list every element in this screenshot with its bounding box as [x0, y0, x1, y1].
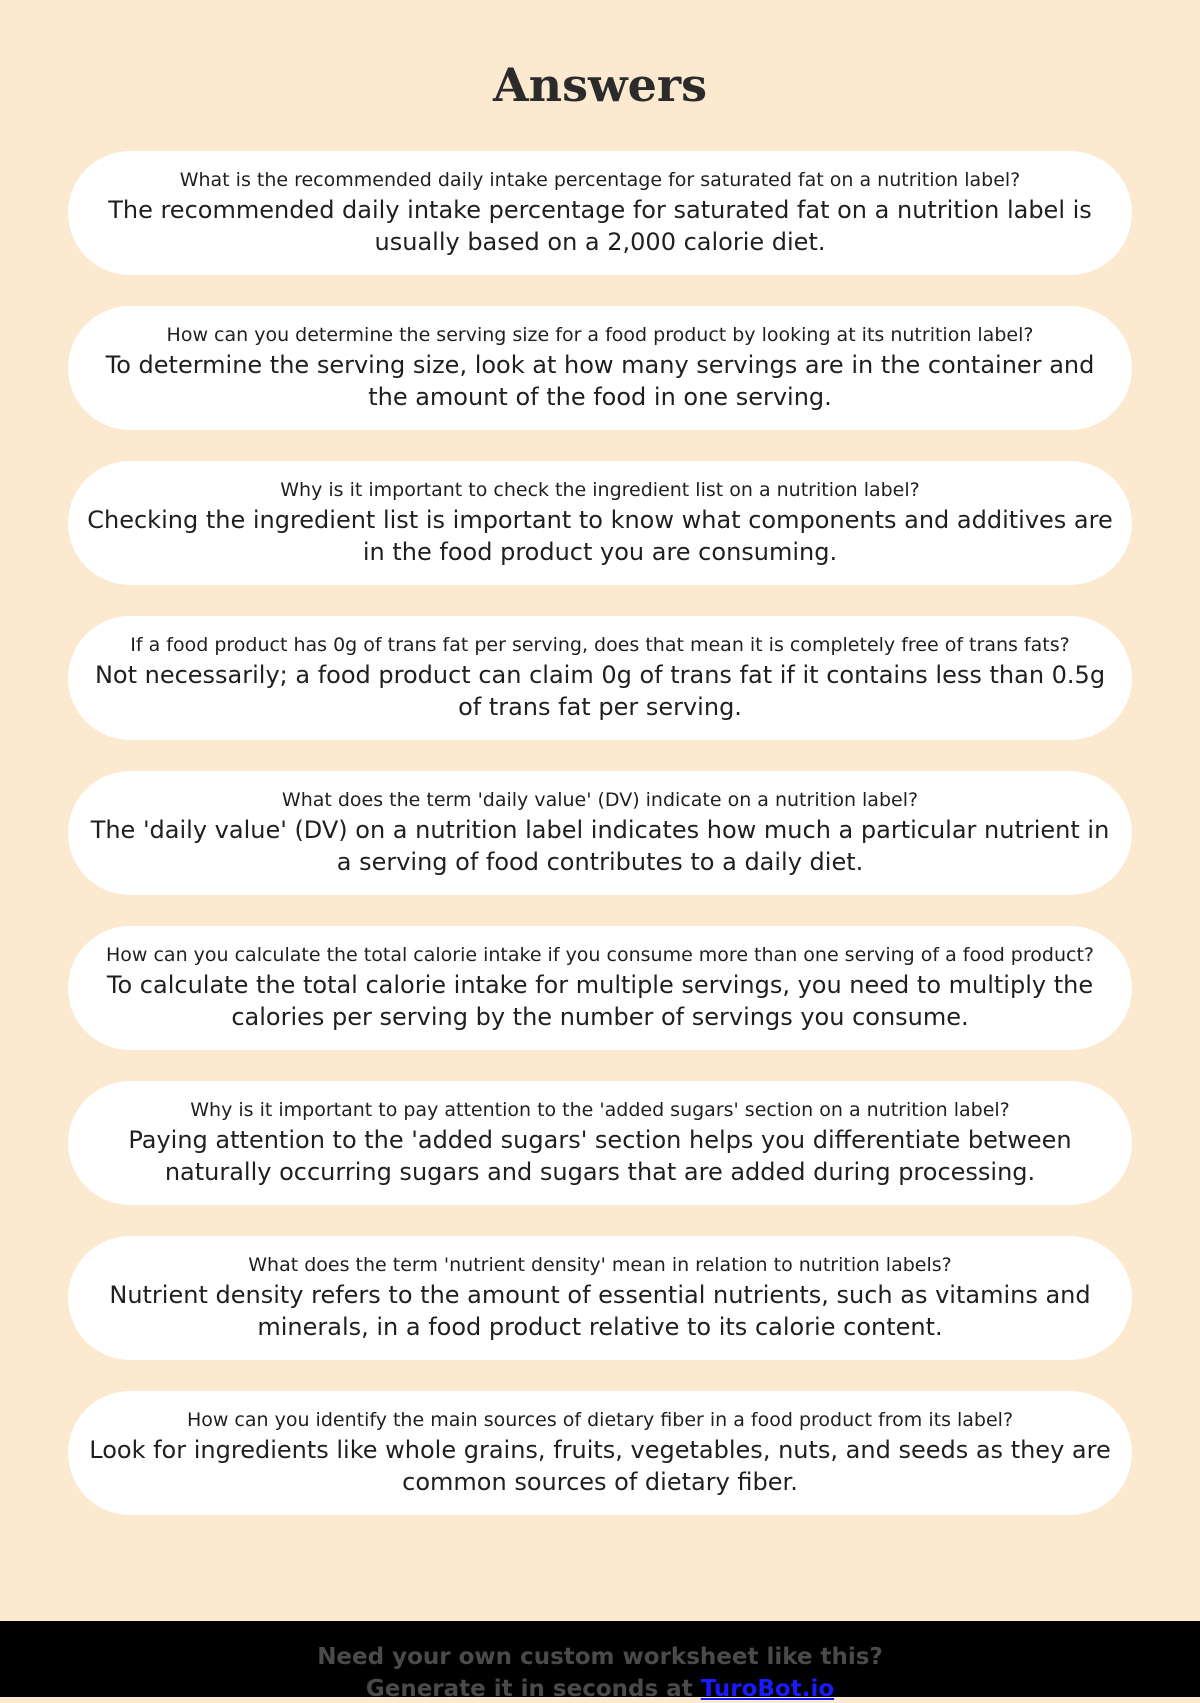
question-text: How can you calculate the total calorie intake if you consume more than one serving of a food product?: [106, 944, 1094, 966]
answer-text: To calculate the total calorie intake for multiple servings, you need to multiply the calories per serving by the number of servings you consume.: [106, 971, 1094, 1031]
qa-card: [68, 151, 1132, 275]
qa-list: [68, 151, 1132, 1546]
question-text: How can you determine the serving size for a food product by looking at its nutrition label?: [166, 324, 1034, 346]
promo-footer: [0, 1621, 1200, 1702]
answer-text: Nutrient density refers to the amount of essential nutrients, such as vitamins and minerals, in a food product relative to its calorie content.: [109, 1281, 1091, 1341]
question-text: Why is it important to check the ingredient list on a nutrition label?: [280, 479, 920, 501]
page-title: Answers: [492, 58, 708, 112]
footer-cta-line: [0, 1675, 1200, 1703]
answer-text: Look for ingredients like whole grains, fruits, vegetables, nuts, and seeds as they are common sources of dietary fiber.: [89, 1436, 1111, 1496]
qa-card: [68, 926, 1132, 1050]
answer-text: The 'daily value' (DV) on a nutrition label indicates how much a particular nutrient in a serving of food contributes to a daily diet.: [90, 816, 1110, 876]
qa-card: [68, 1236, 1132, 1360]
qa-card: [68, 461, 1132, 585]
qa-card: [68, 1391, 1132, 1515]
question-text: What does the term 'daily value' (DV) indicate on a nutrition label?: [281, 789, 919, 811]
qa-card: [68, 616, 1132, 740]
answer-text: Paying attention to the 'added sugars' section helps you differentiate between naturally occurring sugars and sugars that are added during processing.: [128, 1126, 1072, 1186]
answer-text: Checking the ingredient list is important to know what components and additives are in the food product you are consuming.: [87, 506, 1113, 566]
question-text: How can you identify the main sources of dietary fiber in a food product from its label?: [186, 1409, 1014, 1431]
answer-text: The recommended daily intake percentage for saturated fat on a nutrition label is usually based on a 2,000 calorie diet.: [108, 196, 1092, 256]
footer-cta-text: Generate it in seconds at: [365, 1676, 701, 1702]
question-text: What is the recommended daily intake percentage for saturated fat on a nutrition label?: [179, 169, 1021, 191]
qa-card: [68, 306, 1132, 430]
qa-card: [68, 1081, 1132, 1205]
footer-promo-text: Need your own custom worksheet like this?: [317, 1644, 883, 1670]
answer-text: To determine the serving size, look at how many servings are in the container and the amount of the food in one serving.: [105, 351, 1095, 411]
question-text: Why is it important to pay attention to the 'added sugars' section on a nutrition label?: [190, 1099, 1010, 1121]
qa-card: [68, 771, 1132, 895]
turobot-link[interactable]: TuroBot.io: [700, 1676, 835, 1702]
question-text: What does the term 'nutrient density' mean in relation to nutrition labels?: [248, 1254, 952, 1276]
question-text: If a food product has 0g of trans fat per serving, does that mean it is completely free of trans fats?: [130, 634, 1070, 656]
answer-text: Not necessarily; a food product can claim 0g of trans fat if it contains less than 0.5g of trans fat per serving.: [94, 661, 1106, 721]
